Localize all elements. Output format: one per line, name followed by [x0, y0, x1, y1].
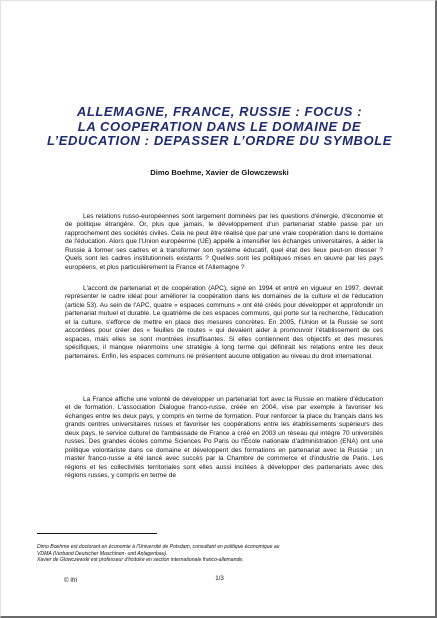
footnotes: [37, 544, 397, 564]
body-paragraph-1: [65, 213, 383, 272]
footnote-line-3: Xavier de Glowczewski est professeur d'histoire en section internationale franco-allemande.: [37, 557, 244, 564]
paragraph-text: Les relations russo-européennes sont largement dominées par les questions d'énergie, d'économie et de politique étrangère. Or, plus que jamais, le développement d'un partenariat stable passe par un rapprochement des sociétés civiles. Cela ne peut être réalisé que par une vraie coopération dans le domaine de l'éducation. Alors que l'Union européenne (UE) appelle à intensifier les échanges universitaires, à aider la Russie à former ses cadres et à transformer son système éducatif, quel état des lieux peut-on dresser ? Quels sont les cadres institutionnels existants ? Quelles sont les politiques mises en œuvre par les pays européens, et plus particulièrement la France et l'Allemagne ?: [65, 213, 383, 271]
title-line-1: ALLEMAGNE, FRANCE, RUSSIE : FOCUS :: [76, 104, 363, 119]
footnote-line-1: Dimo Boehme est doctorant en économie à l'Université de Potsdam, consultant en politique économique au: [37, 544, 280, 550]
body-paragraph-3: [65, 396, 383, 481]
paragraph-text: La France affiche une volonté de développer un partenariat fort avec la Russie en matière d'éducation et de formation. L'association Dialogue franco-russe, créée en 2004, vise par exemple à favoriser les échanges entre les deux pays, y compris en terme de formation. Pour renforcer la place du français dans les grands centres universitaires russes et favoriser les coopérations entre les établissements supérieurs des deux pays, le service culturel de l'ambassade de France a créé en 2003 un réseau qui intègre 70 universités russes. Des grandes écoles comme Sciences Po Paris ou l'École nationale d'administration (ENA) ont une politique volontariste dans ce domaine et développent des formations en partenariat avec la Russie ; un master franco-russe a été lancé avec succès par la Chambre de commerce et d'industrie de Paris. Les régions et les collectivités territoriales sont elles aussi incitées à développer des partenariats avec des régions russes, y compris en terme de: [65, 396, 383, 480]
page-number: 1/3: [215, 575, 224, 582]
authors: Dimo Boehme, Xavier de Glowczewski: [150, 168, 289, 177]
body-paragraph-2: [65, 285, 383, 361]
title-line-3: L’EDUCATION : DEPASSER L’ORDRE DU SYMBOLE: [46, 133, 393, 148]
paragraph-text: L'accord de partenariat et de coopération (APC), signé en 1994 et entré en vigueur en 1997, devrait représenter le cadre idéal pour améliorer la coopération dans les domaines de la culture et de l'éducation (article 53). Au sein de l'APC, quatre « espaces communs » ont été créés pour développer et approfondir un partenariat mutuel et durable. Le quatrième de ces espaces communs, qui porte sur la recherche, l'éducation et la culture, s'efforce de mettre en place des mesures concrètes. En 2005, l'Union et la Russie se sont accordées pour créer des « feuilles de routes » qui devaient aider à promouvoir l'établissement de ces espaces, mais elles se sont montrées insuffisantes. Si elles contiennent des objectifs et des mesures spécifiques, il manque néanmoins une stratégie à long terme qui définirait les relations entre les deux partenaires. Enfin, les espaces communs ne présentent aucune obligation au niveau du droit international.: [65, 285, 383, 360]
document-title: [41, 105, 398, 149]
title-line-2: LA COOPERATION DANS LE DOMAINE DE: [77, 118, 362, 134]
footnote-line-2: VDMA (Verband Deutscher Maschinen- und Anlagenbau).: [37, 550, 168, 557]
footnote-divider: [37, 533, 157, 534]
copyright-notice: © Ifri: [64, 577, 78, 584]
